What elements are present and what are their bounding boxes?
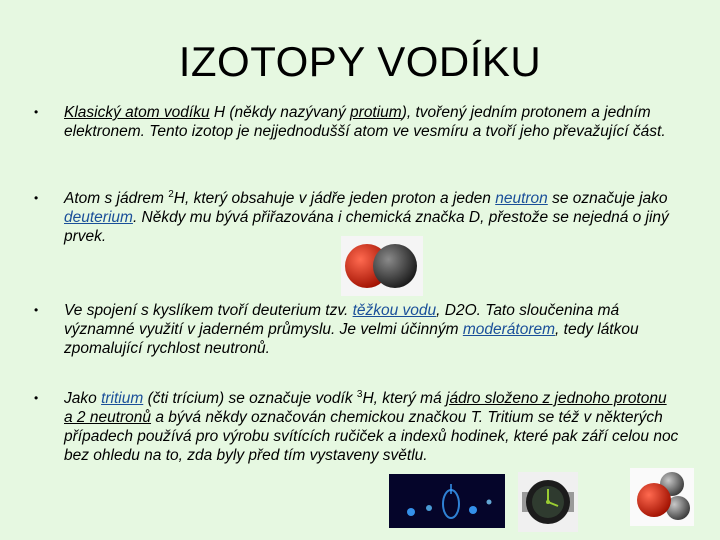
- watch-icon: [518, 472, 578, 532]
- text-span: se označuje jako: [547, 190, 668, 207]
- deuterium-link[interactable]: deuterium: [64, 209, 133, 226]
- wristwatch-image: [518, 472, 578, 532]
- neutron-link[interactable]: neutron: [495, 190, 548, 207]
- text-span: , tedy látkou zpomalující rychlost neutronů.: [64, 321, 639, 357]
- bullet-marker: •: [34, 303, 39, 317]
- tritium-link[interactable]: tritium: [101, 390, 144, 407]
- text-span: H, který má: [362, 390, 446, 407]
- moderator-link[interactable]: moderátorem: [462, 321, 556, 338]
- text-span: a bývá někdy označován chemickou značkou T. Tritium se též v některých případech používá pro výrobu svítících ručiček a indexů hodinek, které pak září celou noc bez ohledu na to, zda byly před tím vystaveny světlu.: [64, 409, 679, 464]
- text-span: Jako: [64, 390, 102, 407]
- molecule-icon: [341, 236, 423, 296]
- glow-icon: [389, 474, 505, 528]
- text-span: , D2O. Tato sloučenina má významné využití v jaderném průmyslu. Je velmi účinným: [64, 302, 620, 338]
- superscript: 3: [356, 388, 363, 400]
- molecule-image-2: [630, 468, 694, 526]
- molecule-image-1: [341, 236, 423, 296]
- bullet-marker: •: [34, 191, 39, 205]
- protium-text: protium: [350, 104, 402, 121]
- molecule-icon: [630, 468, 694, 526]
- text-span: Atom s jádrem: [64, 190, 169, 207]
- bullet-text: [64, 389, 679, 465]
- glowing-tritium-image: [389, 474, 505, 528]
- text-span: H (někdy nazývaný: [209, 104, 351, 121]
- text-span: . Někdy mu bývá přiřazována i chemická značka D, přestože se nejedná o jiný prvek.: [64, 209, 669, 245]
- text-span: Ve spojení s kyslíkem tvoří deuterium tzv.: [64, 302, 353, 319]
- text-span: ), tvořený jedním protonem a jedním elektronem. Tento izotop je nejjednodušší atom ve vesmíru a tvoří jeho převažující část.: [64, 104, 666, 140]
- jadro-text: jádro složeno z jednoho protonu a 2 neutronů: [64, 390, 667, 426]
- bullet-text: [64, 301, 679, 358]
- bullet-text: [64, 103, 679, 141]
- bullet-marker: •: [34, 105, 39, 119]
- slide-title: IZOTOPY VODÍKU: [178, 38, 542, 85]
- bullet-marker: •: [34, 391, 39, 405]
- tezka-voda-link[interactable]: těžkou vodu: [352, 302, 437, 319]
- text-span: (čti trícium) se označuje vodík: [143, 390, 357, 407]
- atom-vodiku-text: Klasický atom vodíku: [64, 104, 210, 121]
- text-span: H, který obsahuje v jádře jeden proton a jeden: [173, 190, 496, 207]
- superscript: 2: [168, 188, 174, 200]
